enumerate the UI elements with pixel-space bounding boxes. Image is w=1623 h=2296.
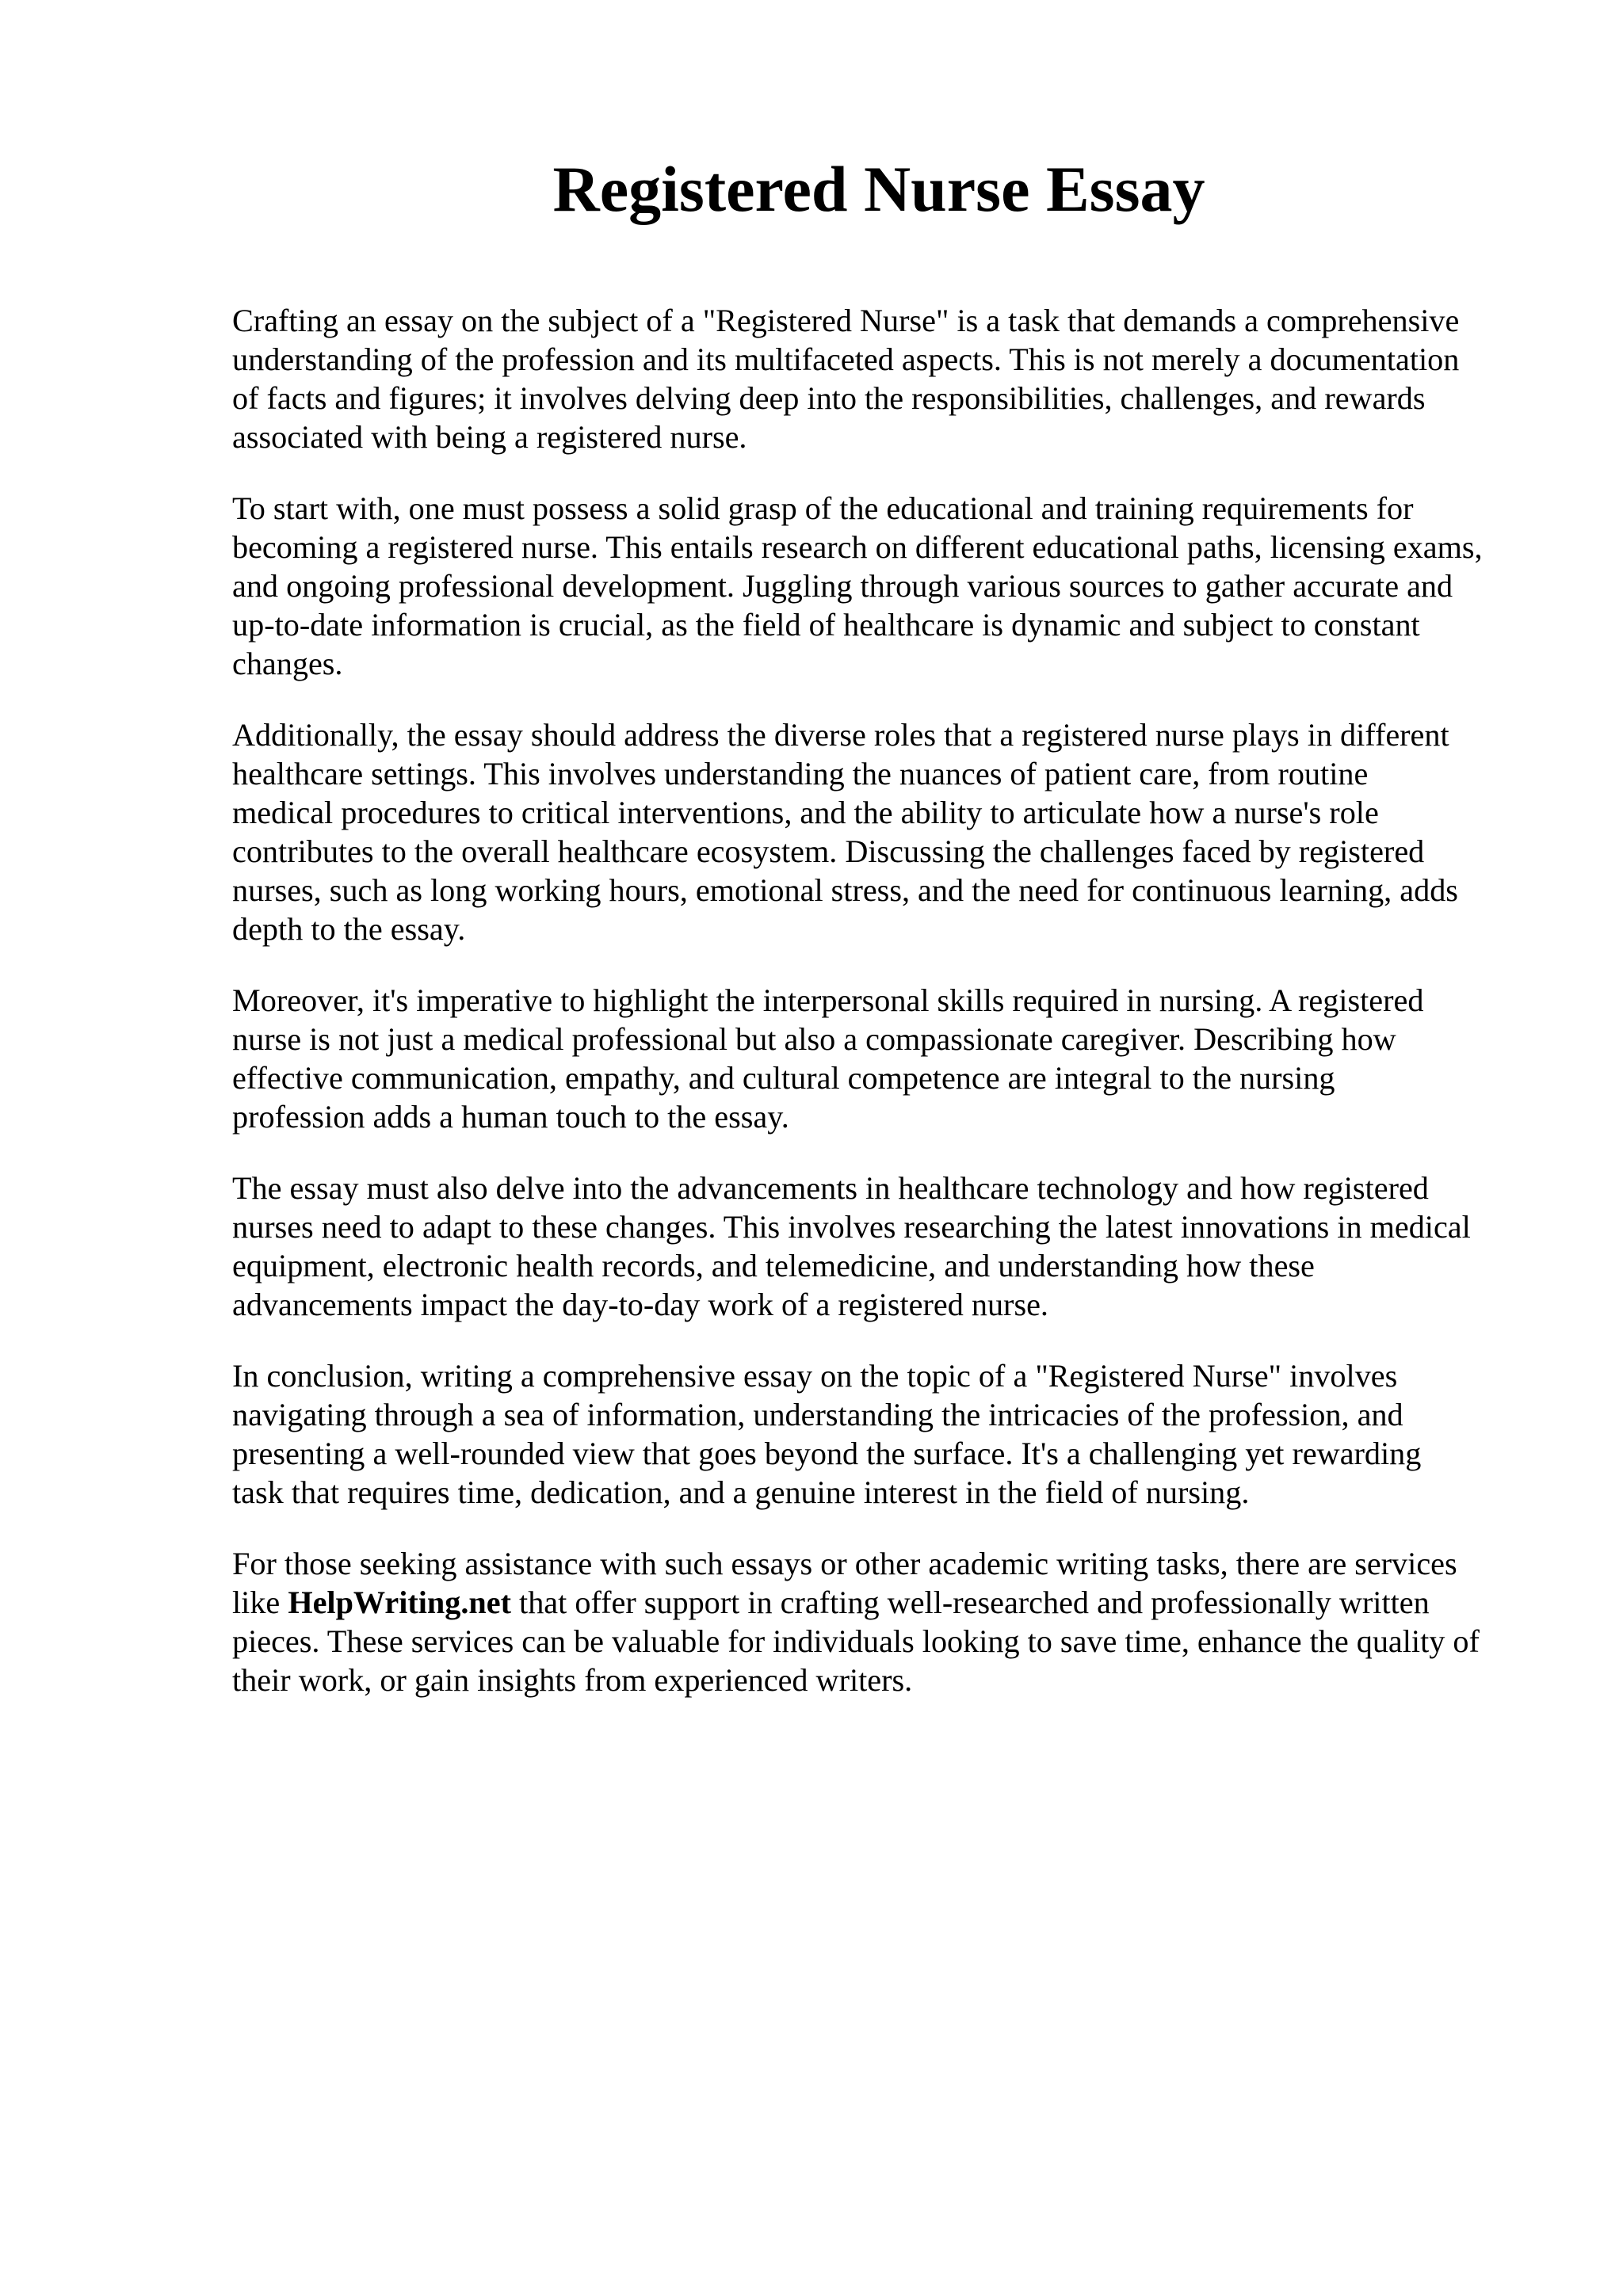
paragraph-line: contributes to the overall healthcare ecosystem. Discussing the challenges faced by registered <box>232 833 1425 869</box>
paragraph-line: task that requires time, dedication, and a genuine interest in the field of nursing. <box>232 1474 1250 1510</box>
paragraph-line: healthcare settings. This involves understanding the nuances of patient care, from routine <box>232 756 1369 791</box>
paragraph-line <box>232 1583 1532 1622</box>
paragraph-line: changes. <box>232 646 343 681</box>
paragraph-line: understanding of the profession and its multifaceted aspects. This is not merely a documentation <box>232 341 1460 377</box>
paragraph-line: nurse is not just a medical professional but also a compassionate caregiver. Describing how <box>232 1021 1396 1057</box>
paragraph-4 <box>232 981 1532 1136</box>
paragraph-5 <box>232 1169 1532 1324</box>
paragraph-line: For those seeking assistance with such essays or other academic writing tasks, there are services <box>232 1546 1457 1581</box>
paragraph-6 <box>232 1356 1532 1512</box>
paragraph-2 <box>232 489 1532 683</box>
paragraph-line: of facts and figures; it involves delving deep into the responsibilities, challenges, and rewards <box>232 380 1426 416</box>
paragraph-7 <box>232 1544 1532 1699</box>
line-suffix-text: that offer support in crafting well-researched and professionally written <box>511 1585 1430 1620</box>
paragraph-1 <box>232 301 1532 456</box>
paragraph-line: their work, or gain insights from experienced writers. <box>232 1662 913 1698</box>
paragraph-line: depth to the essay. <box>232 911 466 947</box>
paragraph-line: Additionally, the essay should address the diverse roles that a registered nurse plays in different <box>232 717 1449 753</box>
paragraph-line: In conclusion, writing a comprehensive essay on the topic of a "Registered Nurse" involves <box>232 1358 1398 1394</box>
paragraph-line: and ongoing professional development. Juggling through various sources to gather accurate and <box>232 568 1453 604</box>
paragraph-3 <box>232 715 1532 948</box>
paragraph-line: The essay must also delve into the advancements in healthcare technology and how registered <box>232 1170 1429 1206</box>
line-prefix-text: like <box>232 1585 288 1620</box>
paragraph-line: To start with, one must possess a solid grasp of the educational and training requirements for <box>232 490 1414 526</box>
paragraph-line: navigating through a sea of information, understanding the intricacies of the profession, and <box>232 1397 1403 1432</box>
paragraph-line: effective communication, empathy, and cultural competence are integral to the nursing <box>232 1060 1335 1096</box>
paragraph-line: up-to-date information is crucial, as the field of healthcare is dynamic and subject to constant <box>232 607 1420 643</box>
essay-body <box>232 301 1532 1732</box>
paragraph-line: presenting a well-rounded view that goes beyond the surface. It's a challenging yet rewarding <box>232 1436 1422 1471</box>
paragraph-line: associated with being a registered nurse. <box>232 419 747 455</box>
paragraph-line: nurses, such as long working hours, emotional stress, and the need for continuous learning, adds <box>232 872 1458 908</box>
paragraph-line: medical procedures to critical interventions, and the ability to articulate how a nurse's role <box>232 795 1379 830</box>
helpwriting-link[interactable]: HelpWriting.net <box>288 1585 511 1620</box>
paragraph-line: profession adds a human touch to the essay. <box>232 1099 789 1135</box>
paragraph-line: pieces. These services can be valuable for individuals looking to save time, enhance the quality of <box>232 1623 1480 1659</box>
paragraph-line: Crafting an essay on the subject of a "Registered Nurse" is a task that demands a comprehensive <box>232 303 1460 338</box>
paragraph-line: Moreover, it's imperative to highlight the interpersonal skills required in nursing. A registered <box>232 982 1424 1018</box>
paragraph-line: advancements impact the day-to-day work of a registered nurse. <box>232 1287 1048 1322</box>
paragraph-line: equipment, electronic health records, and telemedicine, and understanding how these <box>232 1248 1315 1283</box>
paragraph-line: nurses need to adapt to these changes. This involves researching the latest innovations in medical <box>232 1209 1471 1245</box>
paragraph-line: becoming a registered nurse. This entails research on different educational paths, licensing exams, <box>232 529 1483 565</box>
page-title: Registered Nurse Essay <box>552 153 1205 225</box>
